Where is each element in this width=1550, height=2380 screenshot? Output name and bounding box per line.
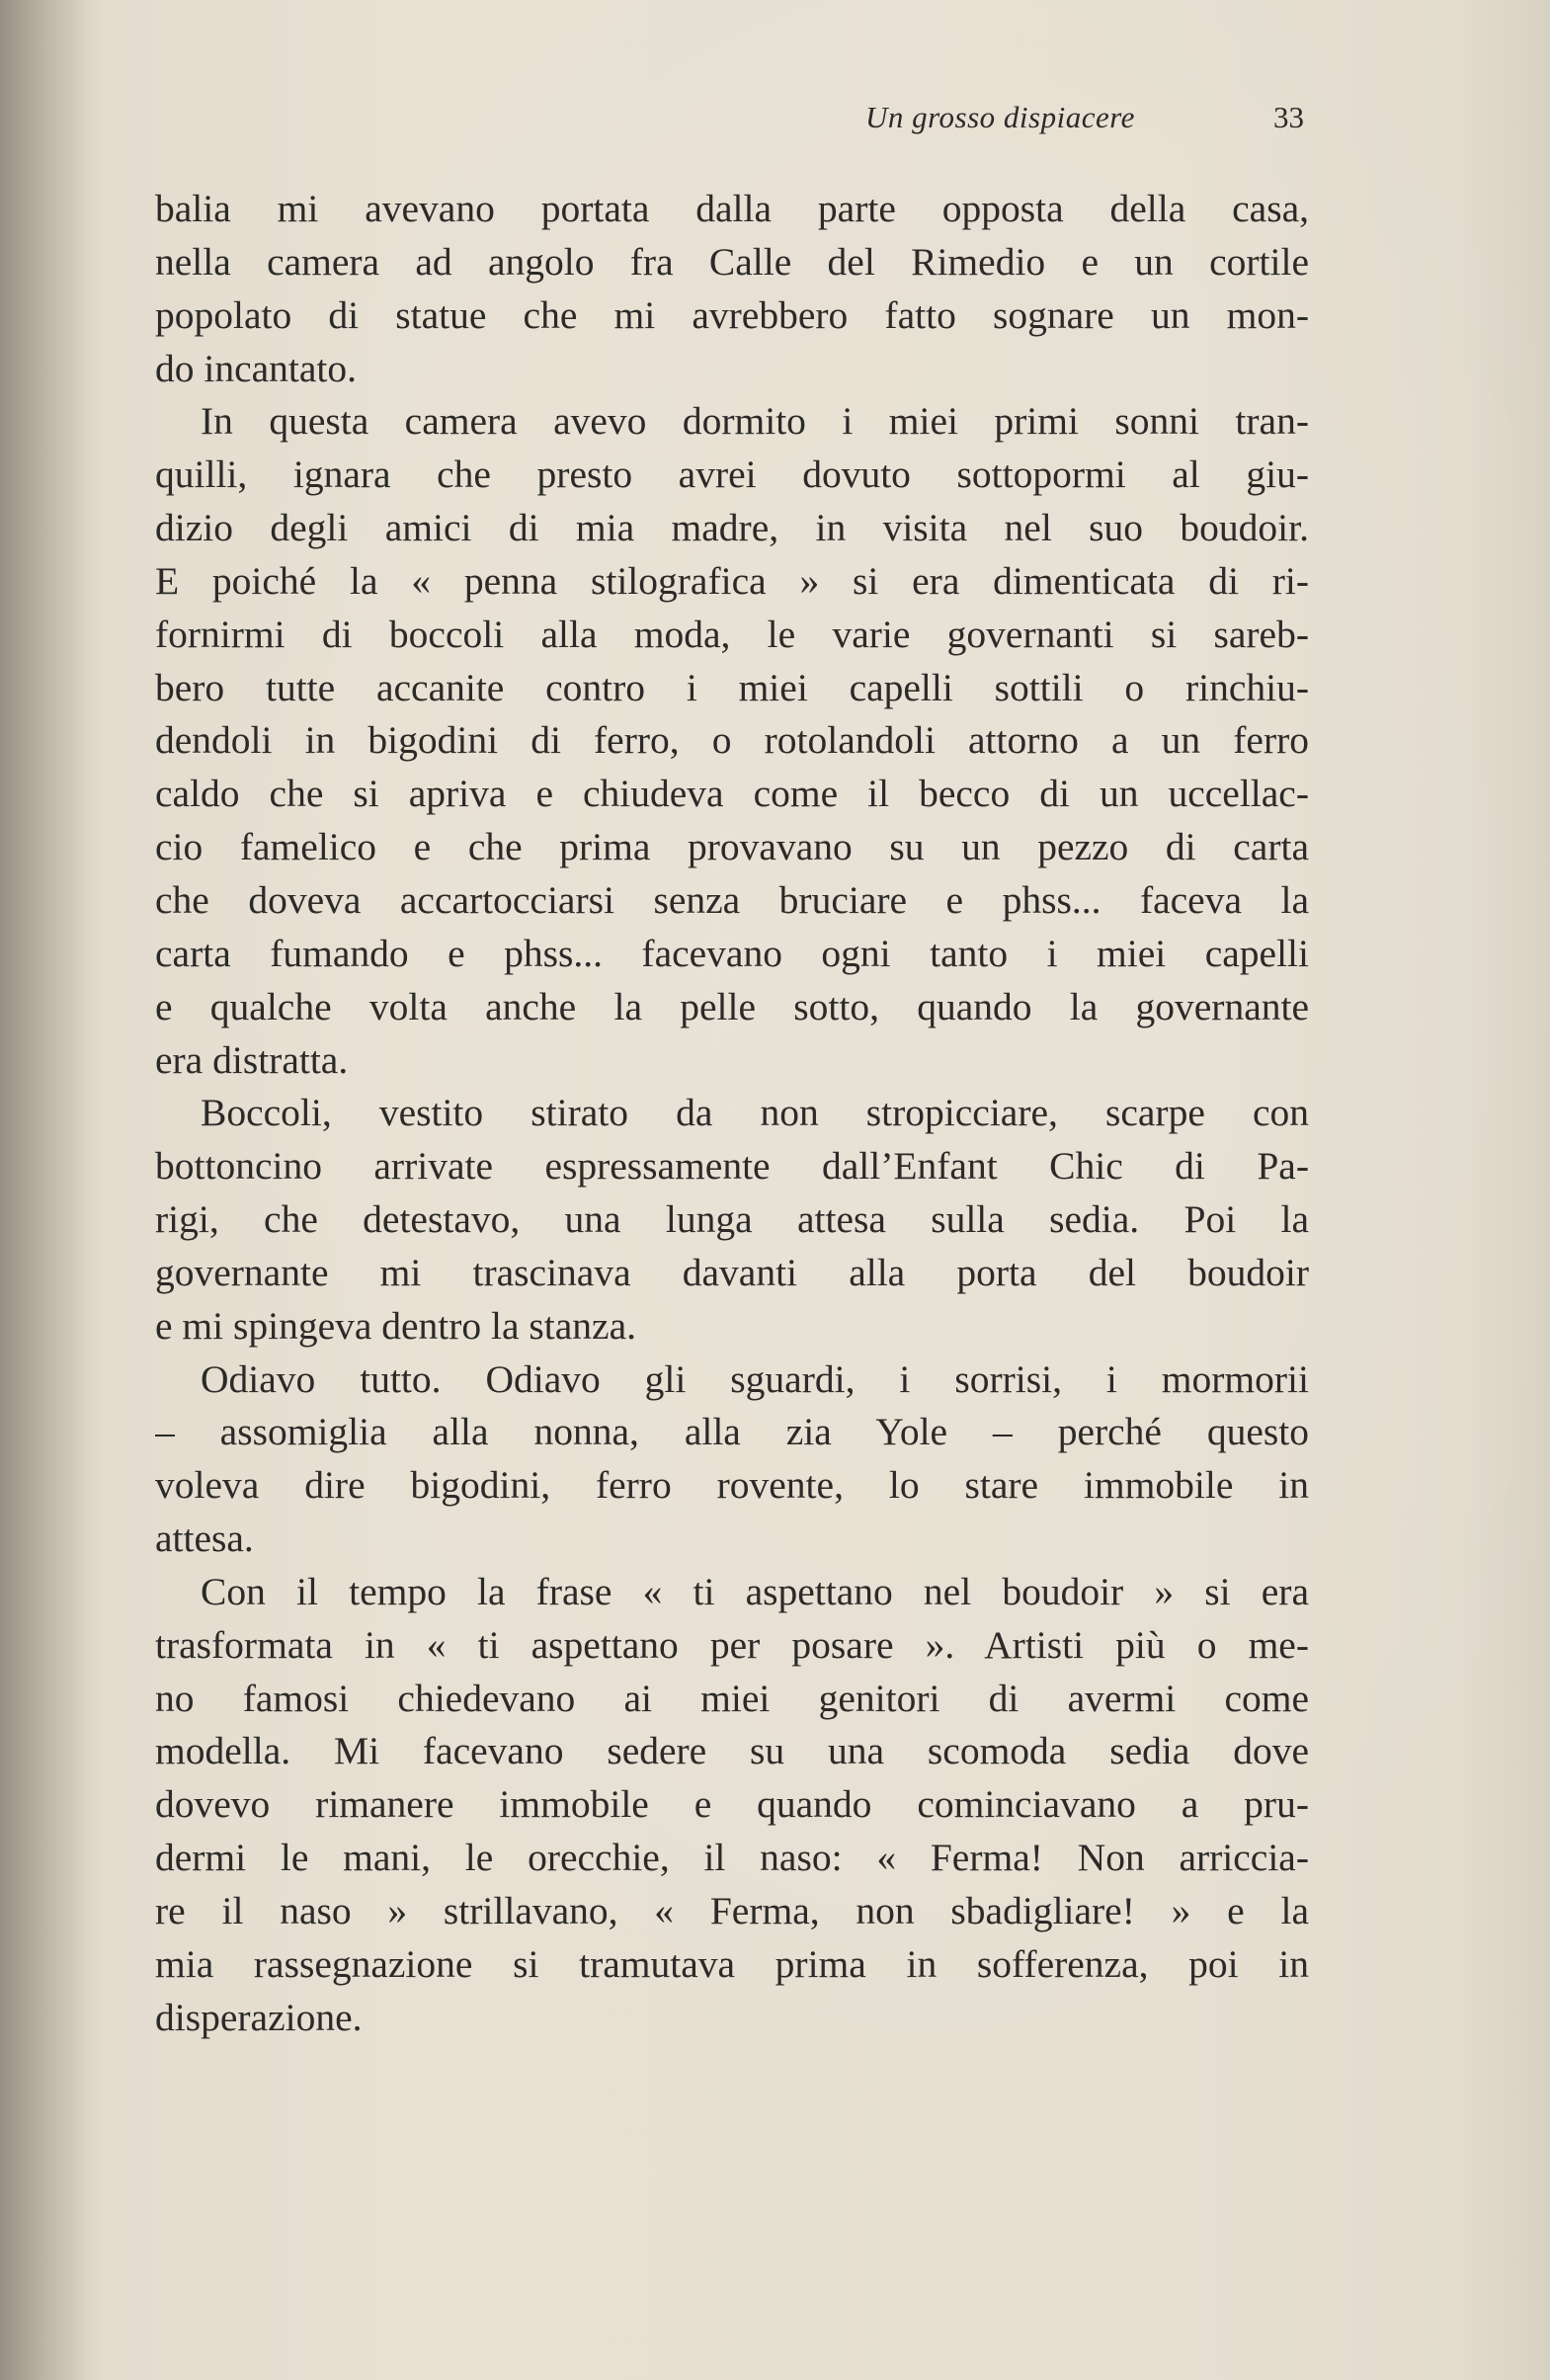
text-line: voleva dire bigodini, ferro rovente, lo stare immobile in [155, 1463, 1309, 1508]
text-line: modella. Mi facevano sedere su una scomoda sedia dove [155, 1729, 1309, 1773]
text-line: nella camera ad angolo fra Calle del Rimedio e un cortile [155, 239, 1309, 284]
text-line: che doveva accartocciarsi senza bruciare e phss... faceva la [155, 877, 1309, 922]
text-line: E poiché la « penna stilografica » si era dimenticata di ri- [155, 558, 1309, 603]
text-line: e qualche volta anche la pelle sotto, quando la governante [155, 984, 1309, 1028]
text-line: dovevo rimanere immobile e quando cominciavano a pru- [155, 1782, 1309, 1827]
text-line: no famosi chiedevano ai miei genitori di avermi come [155, 1676, 1309, 1720]
text-line: caldo che si apriva e chiudeva come il becco di un uccellac- [155, 772, 1309, 816]
text-line: dermi le mani, le orecchie, il naso: « Ferma! Non arriccia- [155, 1836, 1309, 1880]
spine-shadow [0, 0, 89, 2380]
text-line: cio famelico e che prima provavano su un pezzo di carta [155, 825, 1309, 869]
text-line: fornirmi di boccoli alla moda, le varie governanti si sareb- [155, 612, 1309, 656]
text-line: e mi spingeva dentro la stanza. [155, 1303, 636, 1348]
text-line: disperazione. [155, 1995, 363, 2039]
page-number: 33 [1273, 100, 1304, 134]
text-line: balia mi avevano portata dalla parte opposta della casa, [155, 187, 1309, 230]
text-line: Boccoli, vestito stirato da non stropicciare, scarpe con [201, 1091, 1309, 1135]
text-line: popolato di statue che mi avrebbero fatto sognare un mon- [155, 292, 1309, 337]
text-line: re il naso » strillavano, « Ferma, non sbadigliare! » e la [155, 1889, 1309, 1932]
text-line: era distratta. [155, 1037, 349, 1082]
text-line: attesa. [155, 1517, 254, 1561]
running-head [865, 96, 1330, 139]
text-line: trasformata in « ti aspettano per posare ». Artisti più o me- [155, 1622, 1309, 1667]
text-line: carta fumando e phss... facevano ogni tanto i miei capelli [155, 931, 1309, 975]
text-line: bottoncino arrivate espressamente dall’Enfant Chic di Pa- [155, 1144, 1309, 1189]
text-line: In questa camera avevo dormito i miei primi sonni tran- [201, 399, 1309, 444]
text-line: Odiavo tutto. Odiavo gli sguardi, i sorrisi, i mormorii [201, 1356, 1309, 1401]
text-line: Con il tempo la frase « ti aspettano nel boudoir » si era [201, 1569, 1309, 1613]
text-line: do incantato. [155, 346, 358, 390]
text-line: governante mi trascinava davanti alla porta del boudoir [155, 1250, 1309, 1294]
text-line: quilli, ignara che presto avrei dovuto sottopormi al giu- [155, 452, 1309, 497]
body-text [155, 183, 1309, 2045]
text-line: – assomiglia alla nonna, alla zia Yole – perché questo [155, 1410, 1309, 1454]
text-line: bero tutte accanite contro i miei capelli sottili o rinchiu- [155, 665, 1309, 709]
running-title: Un grosso dispiacere [865, 100, 1135, 134]
text-line: dendoli in bigodini di ferro, o rotolandoli attorno a un ferro [155, 718, 1309, 763]
text-line: dizio degli amici di mia madre, in visita nel suo boudoir. [155, 506, 1309, 550]
text-line: mia rassegnazione si tramutava prima in sofferenza, poi in [155, 1941, 1309, 1986]
text-line: rigi, che detestavo, una lunga attesa sulla sedia. Poi la [155, 1197, 1309, 1242]
